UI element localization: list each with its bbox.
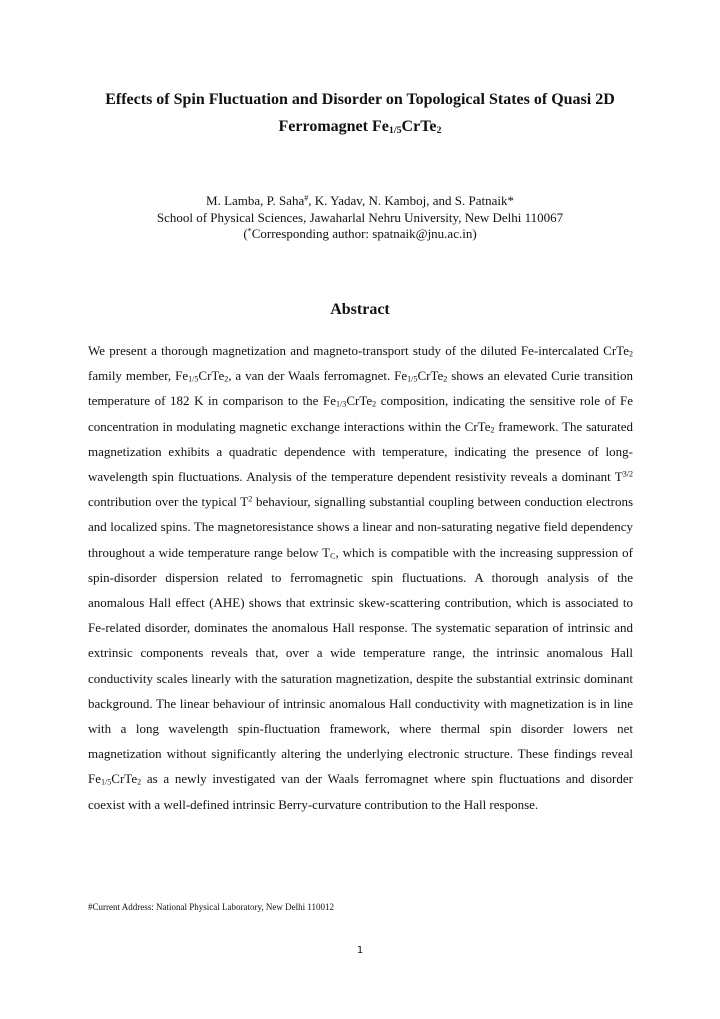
author-list-rest: , K. Yadav, N. Kamboj, and S. Patnaik* [308,193,514,208]
title-subscript: 2 [436,124,442,136]
title-line-1: Effects of Spin Fluctuation and Disorder on Topological States of Quasi 2D [105,91,615,108]
author-block [60,193,660,243]
corresponding-author: Corresponding author: spatnaik@jnu.ac.in) [251,226,477,241]
title-formula: CrTe [401,118,437,135]
corresponding-open: ( [243,226,248,241]
corresponding-mark: * [247,226,252,236]
author-list: M. Lamba, P. Saha [206,193,305,208]
paper-title [60,86,660,140]
author-footnote-mark: # [304,193,309,203]
title-subscript: 1/5 [388,124,402,136]
abstract-body: We present a thorough magnetization and magneto-transport study of the diluted Fe-intercalated CrTe$_2$ family member, $Fe_{1/5}CrTe_2$, a van der Waals ferromagnet. $Fe_{1/5}CrTe_2$ shows an elevated Curie transition temperature of 182 K in comparison to the $Fe_{1/3}CrTe_2$ composition, indicating the sensitive role of Fe concentration in modulating magnetic exchange interactions within the CrTe$_2$ framework. The saturated magnetization exhibits a quadratic dependence with temperature, indicating the presence of long-wavelength spin fluctuations. Analysis of the temperature dependent resistivity reveals a dominant $T^{3/2}$ contribution over the typical $T^2$ behaviour, signalling substantial coupling between conduction electrons and localized spins. The magnetoresistance shows a linear and non-saturating negative field dependency throughout a wide temperature range below $T_C$, which is compatible with the increasing suppression of spin-disorder dispersion related to ferromagnetic spin fluctuations. A thorough analysis of the anomalous Hall effect (AHE) shows that extrinsic skew-scattering contribution, which is associated to Fe-related disorder, dominates the anomalous Hall response. The systematic separation of intrinsic and extrinsic components reveals that, over a wide temperature range, the intrinsic anomalous Hall conductivity scales linearly with the saturation magnetization, despite the substantial extrinsic dominant background. The linear behaviour of intrinsic anomalous Hall conductivity with magnetization is in line with a long wavelength spin-fluctuation framework, where thermal spin disorder lowers net magnetization without significantly altering the underlying electronic structure. These findings reveal $Fe_{1/5}CrTe_2$ as a newly investigated van der Waals ferromagnet where spin fluctuations and disorder coexist with a well-defined intrinsic Berry-curvature contribution to the Hall response. [88,343,634,812]
title-line-2: Ferromagnet Fe [278,118,389,135]
affiliation: School of Physical Sciences, Jawaharlal Nehru University, New Delhi 110067 [156,209,564,225]
footnote: #Current Address: National Physical Laboratory, New Delhi 110012 [88,902,335,912]
page-number: 1 [356,945,364,956]
abstract-heading: Abstract [330,301,390,318]
